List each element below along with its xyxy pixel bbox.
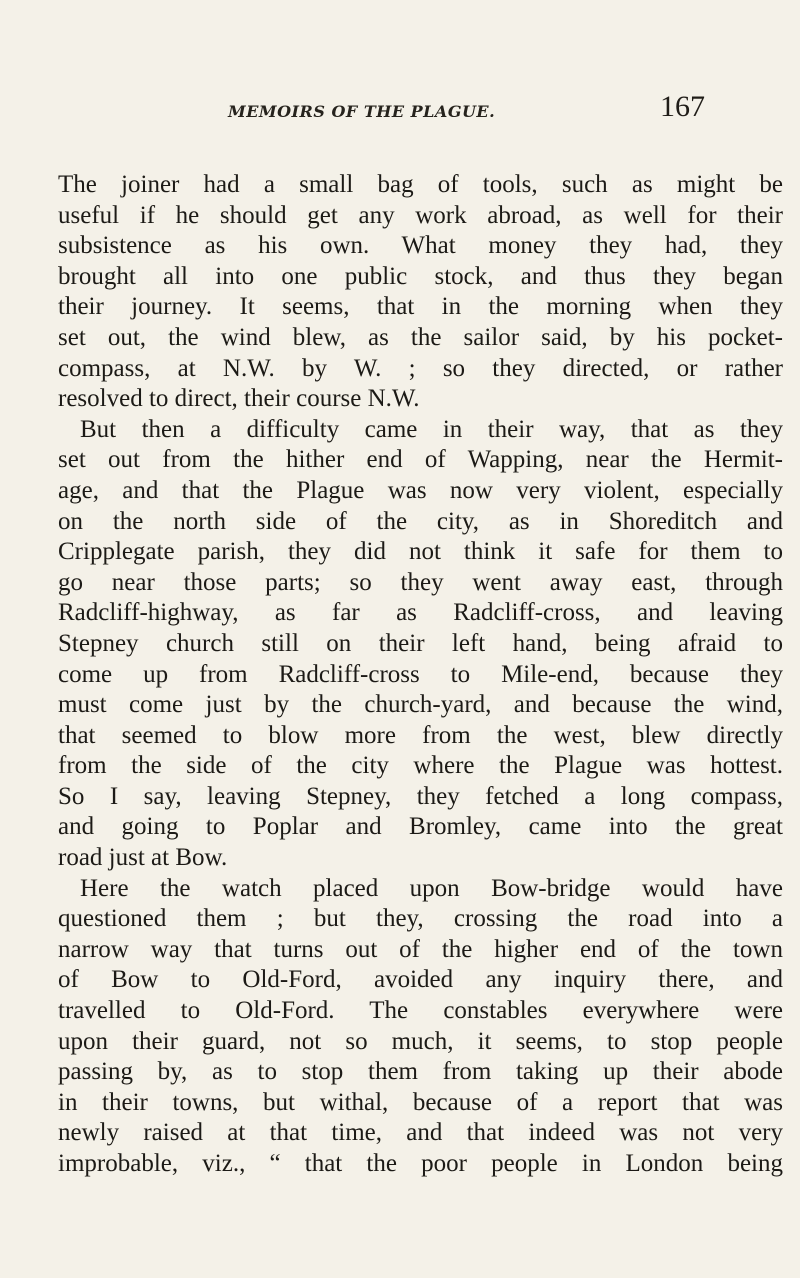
text-line: must come just by the church-yard, and because the wind, <box>58 691 783 719</box>
text-line: their journey. It seems, that in the morning when they <box>58 293 783 321</box>
text-line: and going to Poplar and Bromley, came into the great <box>58 813 783 841</box>
text-line: resolved to direct, their course N.W. <box>58 385 420 413</box>
running-title: MEMOIRS OF THE PLAGUE. <box>228 102 496 121</box>
text-line: age, and that the Plague was now very violent, especially <box>58 476 783 504</box>
text-line: useful if he should get any work abroad, as well for their <box>58 201 783 229</box>
text-line: that seemed to blow more from the west, blew directly <box>58 721 783 749</box>
text-line: road just at Bow. <box>58 844 228 872</box>
text-line: set out, the wind blew, as the sailor said, by his pocket- <box>58 323 783 351</box>
text-line: come up from Radcliff-cross to Mile-end, because they <box>58 660 783 688</box>
text-line: in their towns, but withal, because of a report that was <box>58 1088 783 1116</box>
text-line: on the north side of the city, as in Shoreditch and <box>58 507 783 535</box>
text-line: Cripplegate parish, they did not think it safe for them to <box>58 538 783 566</box>
page-number: 167 <box>660 90 705 123</box>
text-line: passing by, as to stop them from taking up their abode <box>58 1058 783 1086</box>
text-line: The joiner had a small bag of tools, such as might be <box>58 171 783 198</box>
text-line: narrow way that turns out of the higher end of the town <box>58 935 783 963</box>
text-line: So I say, leaving Stepney, they fetched a long compass, <box>58 782 783 810</box>
text-line: upon their guard, not so much, it seems, to stop people <box>58 1027 783 1055</box>
text-line: Here the watch placed upon Bow-bridge would have <box>80 874 783 902</box>
text-line: improbable, viz., “ that the poor people in London being <box>58 1150 783 1177</box>
text-line: go near those parts; so they went away east, through <box>58 568 783 596</box>
text-line: brought all into one public stock, and thus they began <box>58 262 783 290</box>
body-text <box>58 170 783 1180</box>
text-line: of Bow to Old-Ford, avoided any inquiry there, and <box>58 966 783 994</box>
text-line: Radcliff-highway, as far as Radcliff-cross, and leaving <box>58 599 783 627</box>
text-line: compass, at N.W. by W. ; so they directed, or rather <box>58 354 783 382</box>
text-line: from the side of the city where the Plague was hottest. <box>58 752 783 780</box>
text-line: Stepney church still on their left hand, being afraid to <box>58 629 783 657</box>
text-line: set out from the hither end of Wapping, near the Hermit- <box>58 446 783 474</box>
text-line: travelled to Old-Ford. The constables everywhere were <box>58 997 783 1025</box>
text-line: questioned them ; but they, crossing the road into a <box>58 905 783 933</box>
text-line: newly raised at that time, and that indeed was not very <box>58 1119 783 1147</box>
running-head <box>0 88 800 128</box>
text-line: But then a difficulty came in their way, that as they <box>80 415 783 443</box>
text-line: subsistence as his own. What money they had, they <box>58 232 783 260</box>
